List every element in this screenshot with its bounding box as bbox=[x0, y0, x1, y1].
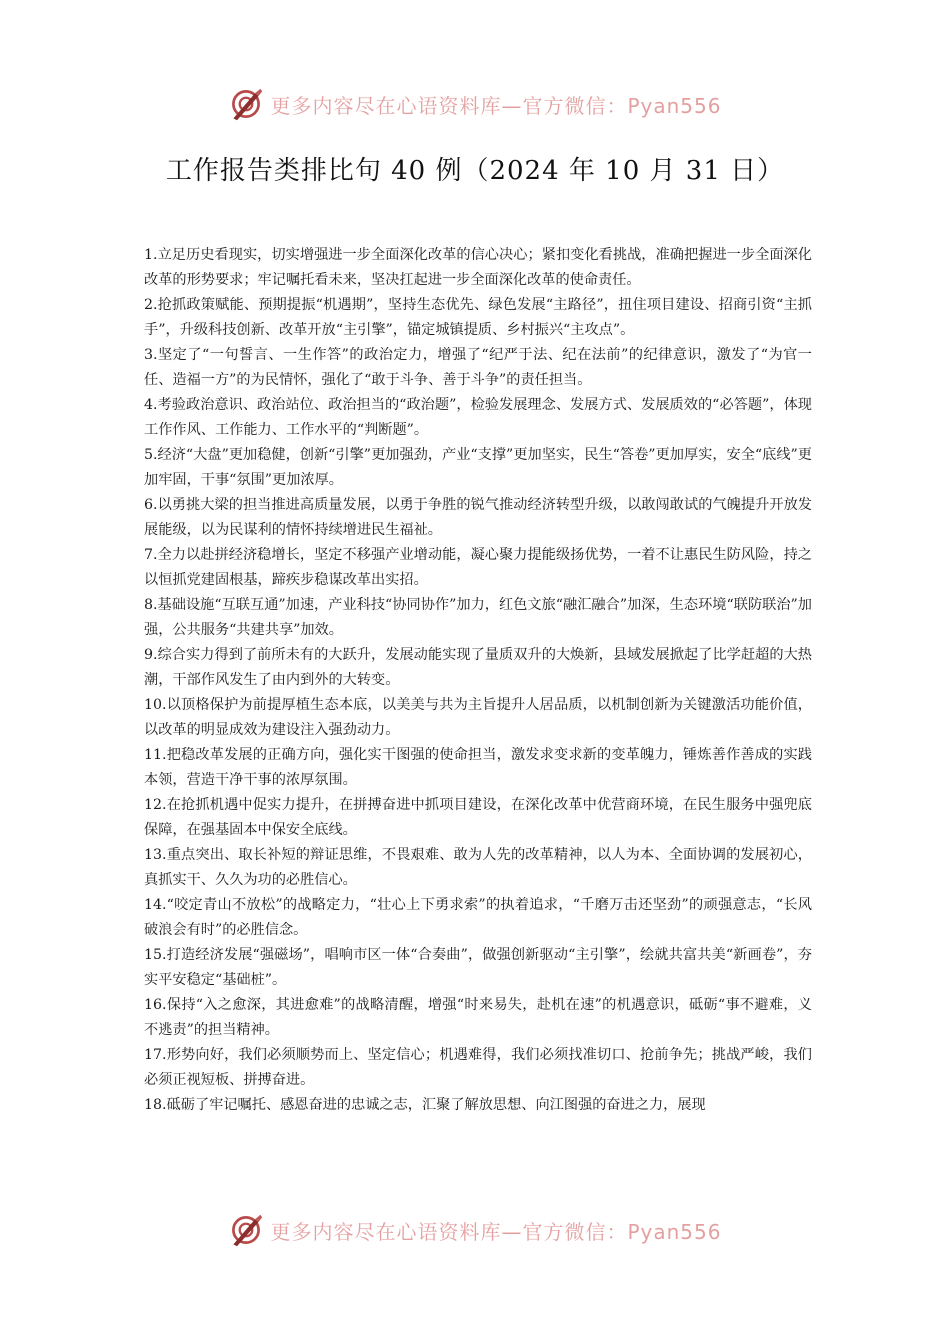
paragraph-16: 16.保持“入之愈深，其进愈难”的战略清醒，增强“时来易失，赴机在速”的机遇意识，砥砺“事不避难，义不逃责”的担当精神。 bbox=[144, 997, 812, 1038]
paragraph-2: 2.抢抓政策赋能、预期提振“机遇期”，坚持生态优先、绿色发展“主路径”，扭住项目建设、招商引资“主抓手”，升级科技创新、改革开放“主引擎”，锚定城镇提质、乡村振兴“主攻点”。 bbox=[144, 297, 812, 338]
paragraph-13: 13.重点突出、取长补短的辩证思维，不畏艰难、敢为人先的改革精神，以人为本、全面协调的发展初心，真抓实干、久久为功的必胜信心。 bbox=[144, 847, 812, 888]
paragraph-17: 17.形势向好，我们必须顺势而上、坚定信心；机遇难得，我们必须找准切口、抢前争先；挑战严峻，我们必须正视短板、拼搏奋进。 bbox=[144, 1047, 812, 1088]
paragraph-8: 8.基础设施“互联互通”加速，产业科技“协同协作”加力，红色文旅“融汇融合”加深，生态环境“联防联治”加强，公共服务“共建共享”加效。 bbox=[144, 597, 812, 638]
paragraph-15: 15.打造经济发展“强磁场”，唱响市区一体“合奏曲”，做强创新驱动“主引擎”，绘就共富共美“新画卷”，夯实平安稳定“基础桩”。 bbox=[144, 947, 812, 988]
watermark-banner-top bbox=[0, 84, 950, 124]
paragraph-10: 10.以顶格保护为前提厚植生态本底，以美美与共为主旨提升人居品质，以机制创新为关键激活功能价值，以改革的明显成效为建设注入强劲动力。 bbox=[144, 697, 812, 738]
watermark-text: 更多内容尽在心语资料库—官方微信：Pyan556 bbox=[270, 1219, 722, 1244]
pen-logo-icon bbox=[228, 1212, 264, 1248]
watermark-text: 更多内容尽在心语资料库—官方微信：Pyan556 bbox=[270, 93, 722, 118]
pen-logo-icon bbox=[228, 86, 264, 122]
watermark-banner-bottom bbox=[0, 1210, 950, 1250]
paragraph-14: 14.“咬定青山不放松”的战略定力，“壮心上下勇求索”的执着追求，“千磨万击还坚劲”的顽强意志，“长风破浪会有时”的必胜信念。 bbox=[144, 897, 812, 938]
paragraph-6: 6.以勇挑大梁的担当推进高质量发展，以勇于争胜的锐气推动经济转型升级，以敢闯敢试的气魄提升开放发展能级，以为民谋利的情怀持续增进民生福祉。 bbox=[144, 497, 812, 538]
document-body bbox=[144, 243, 812, 1118]
paragraph-12: 12.在抢抓机遇中促实力提升，在拼搏奋进中抓项目建设，在深化改革中优营商环境，在民生服务中强兜底保障，在强基固本中保安全底线。 bbox=[144, 797, 812, 838]
paragraph-3: 3.坚定了“一句誓言、一生作答”的政治定力，增强了“纪严于法、纪在法前”的纪律意识，激发了“为官一任、造福一方”的为民情怀，强化了“敢于斗争、善于斗争”的责任担当。 bbox=[144, 347, 812, 388]
document-title: 工作报告类排比句 40 例（2024 年 10 月 31 日） bbox=[165, 156, 785, 186]
paragraph-18: 18.砥砺了牢记嘱托、感恩奋进的忠诚之志，汇聚了解放思想、向江图强的奋进之力，展现 bbox=[144, 1097, 706, 1113]
paragraph-7: 7.全力以赴拼经济稳增长，坚定不移强产业增动能，凝心聚力提能级扬优势，一着不让惠民生防风险，持之以恒抓党建固根基，蹄疾步稳谋改革出实招。 bbox=[144, 547, 812, 588]
paragraph-4: 4.考验政治意识、政治站位、政治担当的“政治题”，检验发展理念、发展方式、发展质效的“必答题”，体现工作作风、工作能力、工作水平的“判断题”。 bbox=[144, 397, 812, 438]
paragraph-1: 1.立足历史看现实，切实增强进一步全面深化改革的信心决心；紧扣变化看挑战，准确把握进一步全面深化改革的形势要求；牢记嘱托看未来，坚决扛起进一步全面深化改革的使命责任。 bbox=[144, 247, 812, 288]
paragraph-9: 9.综合实力得到了前所未有的大跃升，发展动能实现了量质双升的大焕新，县域发展掀起了比学赶超的大热潮，干部作风发生了由内到外的大转变。 bbox=[144, 647, 812, 688]
paragraph-11: 11.把稳改革发展的正确方向，强化实干图强的使命担当，激发求变求新的变革魄力，锤炼善作善成的实践本领，营造干净干事的浓厚氛围。 bbox=[144, 747, 812, 788]
paragraph-5: 5.经济“大盘”更加稳健，创新“引擎”更加强劲，产业“支撑”更加坚实，民生“答卷”更加厚实，安全“底线”更加牢固，干事“氛围”更加浓厚。 bbox=[144, 447, 812, 488]
